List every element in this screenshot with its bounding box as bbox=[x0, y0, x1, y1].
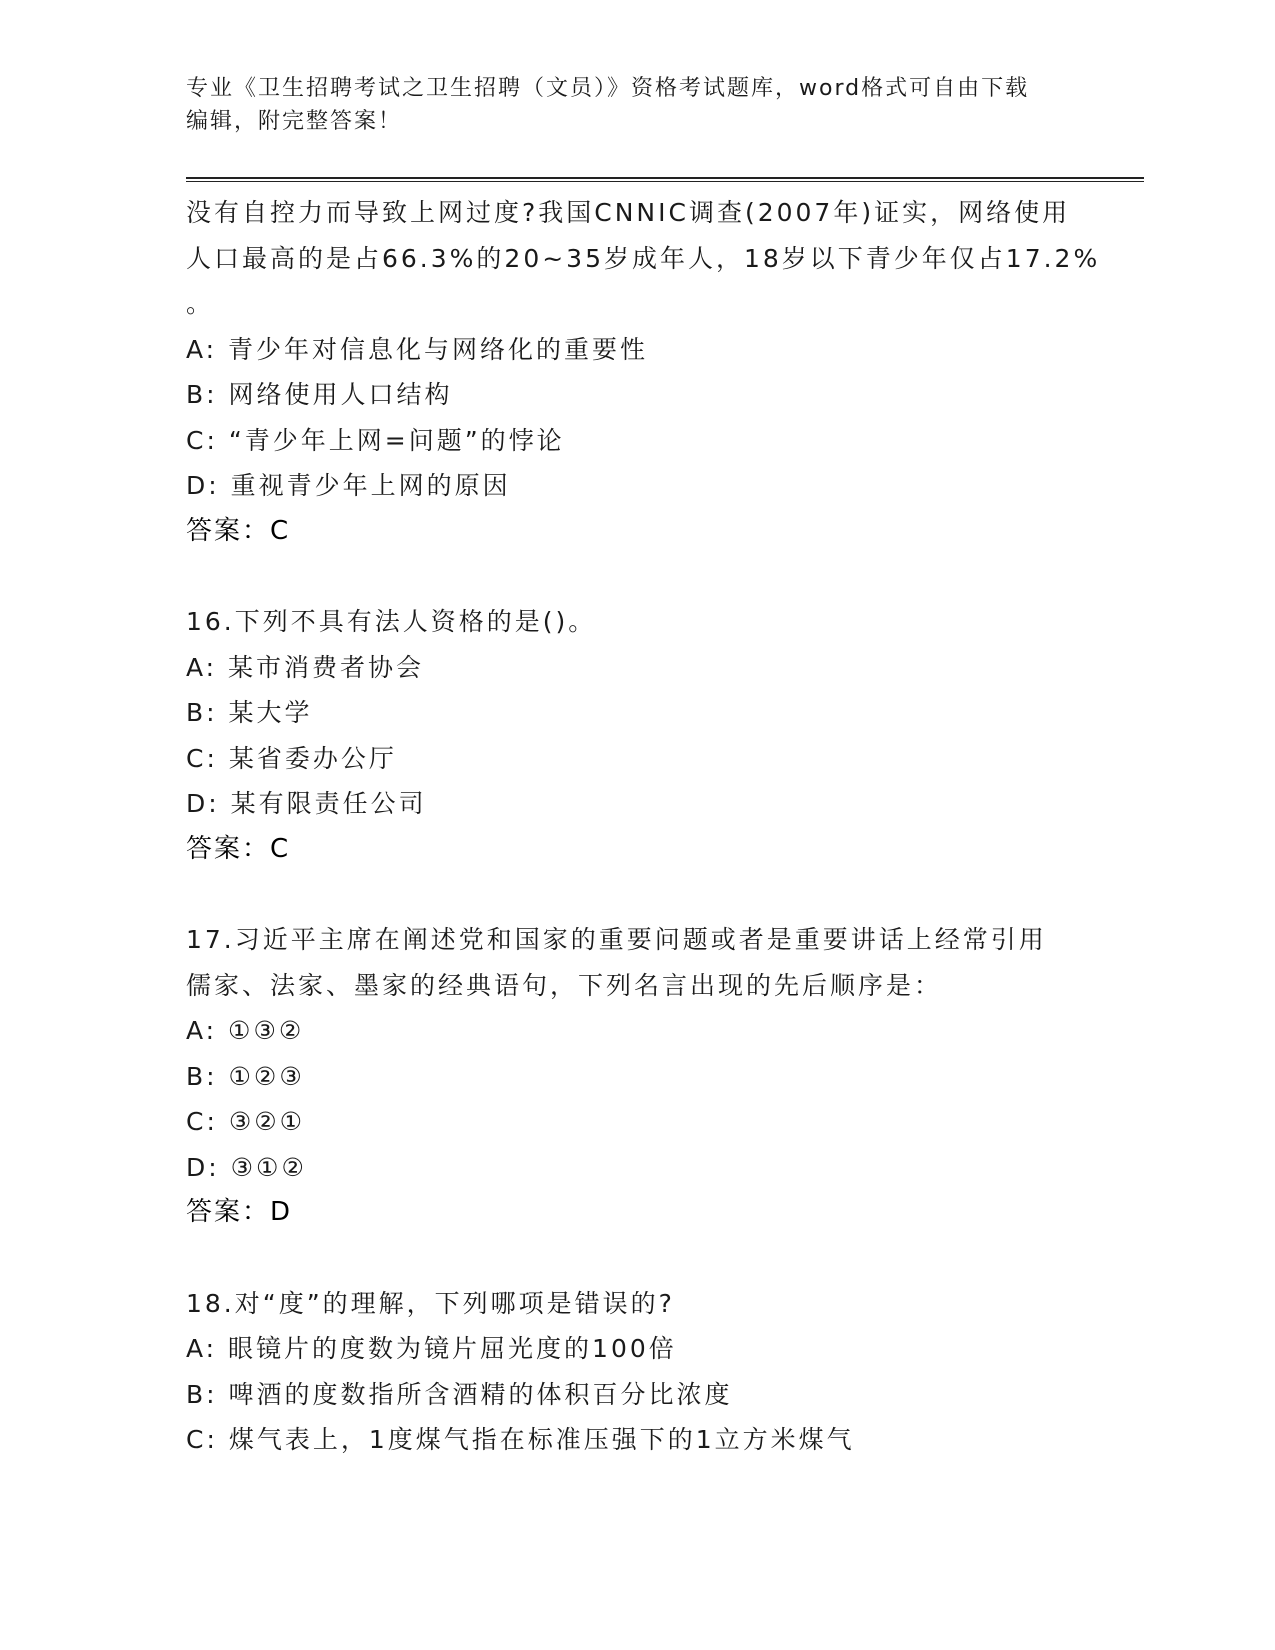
option-d: D: 重视青少年上网的原因 bbox=[186, 471, 511, 500]
option-b: B: 啤酒的度数指所含酒精的体积百分比浓度 bbox=[186, 1379, 733, 1409]
question-text: 17.习近平主席在阐述党和国家的重要问题或者是重要讲话上经常引用 bbox=[186, 925, 1047, 954]
option-d: D: ③①② bbox=[186, 1152, 307, 1182]
question-block-18 bbox=[186, 1281, 1086, 1463]
option-a: A: 眼镜片的度数为镜片屈光度的100倍 bbox=[186, 1334, 677, 1363]
header-rule-thin bbox=[186, 181, 1144, 182]
question-text: 。 bbox=[186, 289, 215, 318]
header-line-2: 编辑，附完整答案！ bbox=[186, 109, 403, 134]
question-spacer bbox=[186, 872, 1086, 917]
answer-line: 答案：C bbox=[186, 833, 291, 864]
question-list bbox=[186, 190, 1101, 1463]
question-text: 没有自控力而导致上网过度?我国CNNIC调查(2007年)证实，网络使用 bbox=[186, 198, 1071, 227]
question-spacer bbox=[186, 554, 1086, 599]
answer-line: 答案：D bbox=[186, 1197, 293, 1227]
header-rule-thick bbox=[186, 177, 1144, 179]
document-header bbox=[186, 72, 1086, 138]
question-block-continued bbox=[186, 190, 1101, 554]
option-a: A: 某市消费者协会 bbox=[186, 652, 425, 682]
option-a: A: 青少年对信息化与网络化的重要性 bbox=[186, 334, 649, 364]
option-a: A: ①③② bbox=[186, 1016, 305, 1045]
option-c: C: 某省委办公厅 bbox=[186, 743, 397, 773]
question-text: 18.对“度”的理解，下列哪项是错误的? bbox=[186, 1288, 675, 1318]
option-c: C: 煤气表上，1度煤气指在标准压强下的1立方米煤气 bbox=[186, 1425, 855, 1454]
question-block-17 bbox=[186, 917, 1086, 1236]
answer-line: 答案：C bbox=[186, 515, 291, 546]
question-text: 16.下列不具有法人资格的是()。 bbox=[186, 607, 597, 636]
question-spacer bbox=[186, 1236, 1086, 1281]
header-line-1: 专业《卫生招聘考试之卫生招聘（文员）》资格考试题库，word格式可自由下载 bbox=[186, 76, 1030, 101]
question-text: 儒家、法家、墨家的经典语句，下列名言出现的先后顺序是： bbox=[186, 970, 943, 1000]
option-c: C: “青少年上网=问题”的悖论 bbox=[186, 425, 565, 455]
question-block-16 bbox=[186, 599, 1086, 872]
option-d: D: 某有限责任公司 bbox=[186, 789, 427, 818]
option-b: B: ①②③ bbox=[186, 1061, 305, 1091]
question-text: 人口最高的是占66.3%的20~35岁成年人，18岁以下青少年仅占17.2% bbox=[186, 243, 1101, 273]
option-c: C: ③②① bbox=[186, 1107, 306, 1136]
option-b: B: 网络使用人口结构 bbox=[186, 380, 453, 409]
option-b: B: 某大学 bbox=[186, 698, 313, 727]
